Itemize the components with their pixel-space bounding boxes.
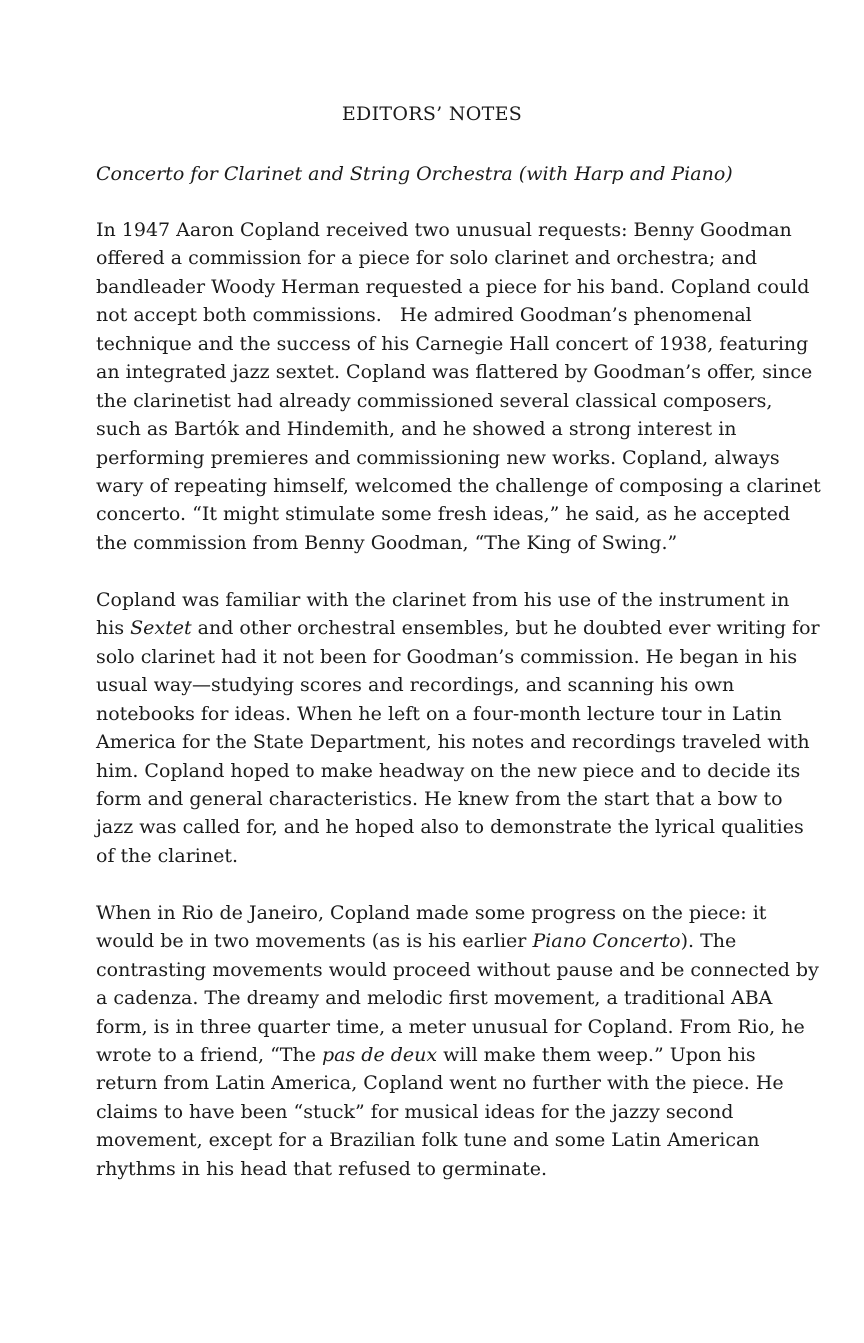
text-line: When in Rio de Janeiro, Copland made some progress on the piece: it bbox=[96, 901, 767, 924]
text-line: form, is in three quarter time, a meter unusual for Copland. From Rio, he bbox=[96, 1015, 805, 1038]
text-line: such as Bartók and Hindemith, and he showed a strong interest in bbox=[96, 418, 737, 441]
paragraph bbox=[96, 216, 821, 557]
text-line: rhythms in his head that refused to germinate. bbox=[96, 1157, 548, 1180]
text-line: the clarinetist had already commissioned several classical composers, bbox=[96, 389, 773, 412]
text-line: bandleader Woody Herman requested a piece for his band. Copland could bbox=[96, 275, 810, 298]
text-line: movement, except for a Brazilian folk tune and some Latin American bbox=[96, 1129, 760, 1152]
text-line: him. Copland hoped to make headway on the new piece and to decide its bbox=[96, 759, 801, 782]
text-line: form and general characteristics. He knew from the start that a bow to bbox=[96, 787, 783, 810]
text-line: not accept both commissions. He admired Goodman’s phenomenal bbox=[96, 304, 752, 327]
text-line: offered a commission for a piece for solo clarinet and orchestra; and bbox=[96, 247, 758, 270]
work-title: Concerto for Clarinet and String Orchestra (with Harp and Piano) bbox=[96, 163, 733, 186]
paragraph bbox=[96, 899, 819, 1184]
text-line: technique and the success of his Carnegie Hall concert of 1938, featuring bbox=[96, 332, 809, 355]
text-line: Copland was familiar with the clarinet from his use of the instrument in bbox=[96, 588, 790, 611]
text-line: the commission from Benny Goodman, “The King of Swing.” bbox=[96, 531, 678, 554]
body-text bbox=[96, 216, 821, 1183]
text-line: an integrated jazz sextet. Copland was flattered by Goodman’s offer, since bbox=[96, 361, 813, 384]
paragraph bbox=[96, 586, 820, 871]
text-line: his Sextet and other orchestral ensembles, but he doubted ever writing for bbox=[96, 617, 820, 640]
text-line: usual way—studying scores and recordings, and scanning his own bbox=[96, 674, 735, 697]
text-line: return from Latin America, Copland went no further with the piece. He bbox=[96, 1072, 784, 1095]
text-line: concerto. “It might stimulate some fresh ideas,” he said, as he accepted bbox=[96, 503, 791, 526]
text-line: notebooks for ideas. When he left on a four-month lecture tour in Latin bbox=[96, 702, 782, 725]
text-line: a cadenza. The dreamy and melodic first movement, a traditional ABA bbox=[96, 987, 773, 1010]
text-line: performing premieres and commissioning new works. Copland, always bbox=[96, 446, 780, 469]
text-line: claims to have been “stuck” for musical ideas for the jazzy second bbox=[96, 1100, 734, 1123]
text-line: would be in two movements (as is his earlier Piano Concerto). The bbox=[96, 930, 737, 953]
text-line: wary of repeating himself, welcomed the challenge of composing a clarinet bbox=[96, 474, 821, 497]
text-line: jazz was called for, and he hoped also to demonstrate the lyrical qualities bbox=[96, 816, 804, 839]
text-line: contrasting movements would proceed without pause and be connected by bbox=[96, 958, 819, 981]
text-line: of the clarinet. bbox=[96, 844, 239, 867]
text-line: solo clarinet had it not been for Goodman’s commission. He began in his bbox=[96, 645, 798, 668]
page-title: EDITORS’ NOTES bbox=[341, 103, 523, 125]
text-line: wrote to a friend, “The pas de deux will make them weep.” Upon his bbox=[96, 1044, 756, 1067]
text-line: In 1947 Aaron Copland received two unusual requests: Benny Goodman bbox=[96, 218, 792, 241]
text-line: America for the State Department, his notes and recordings traveled with bbox=[96, 731, 810, 754]
